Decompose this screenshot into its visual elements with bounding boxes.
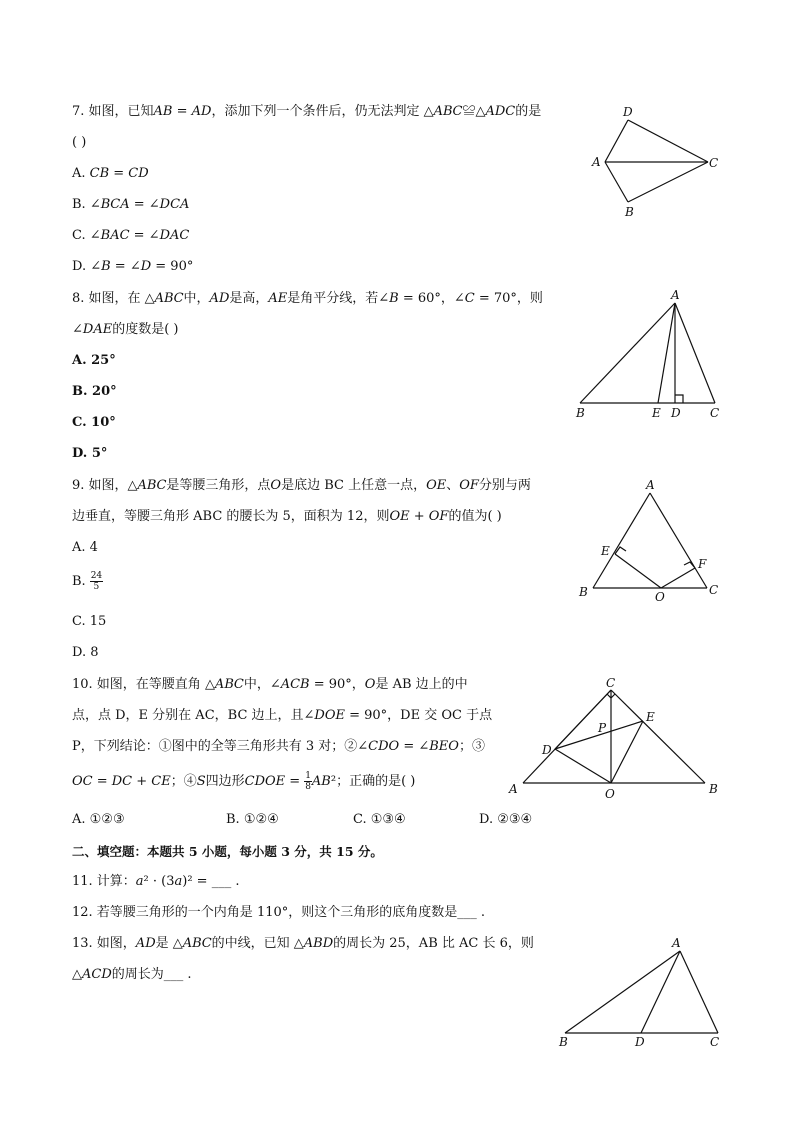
q9-option-a: A. 4 xyxy=(72,540,98,555)
q10-figure xyxy=(505,675,735,803)
q10-label-a: A xyxy=(509,782,518,796)
q8-option-c: C. 10° xyxy=(72,415,116,430)
q8-option-b: B. 20° xyxy=(72,384,117,399)
q10-option-b: B. ①②④ xyxy=(226,812,279,827)
q10-option-d: D. ②③④ xyxy=(479,812,533,827)
q10-label-o: O xyxy=(605,787,615,801)
q8-label-c: C xyxy=(710,406,720,420)
q7-option-b: B. ∠𝐵𝐶𝐴 = ∠𝐷𝐶𝐴 xyxy=(72,197,190,212)
q9-option-b-fraction xyxy=(90,571,103,592)
q8-option-a: A. 25° xyxy=(72,353,116,368)
q8-label-a: A xyxy=(671,288,680,302)
q8-stem-line2: ∠𝐷𝐴𝐸的度数是( ) xyxy=(72,322,179,337)
q9-stem-line2: 边垂直，等腰三角形 ABC 的腰长为 5，面积为 12，则𝑂𝐸 + 𝑂𝐹的值为( ) xyxy=(72,509,502,524)
q10-options-row xyxy=(72,811,552,829)
q9-stem-line1: 9. 如图，△𝐴𝐵𝐶是等腰三角形，点𝑂是底边 BC 上任意一点，𝑂𝐸、𝑂𝐹分别与两 xyxy=(72,478,531,493)
q10-stem-line4 xyxy=(72,771,415,792)
q10-label-b: B xyxy=(709,782,718,796)
q7-option-d: D. ∠𝐵 = ∠𝐷 = 90° xyxy=(72,259,194,274)
q10-label-e: E xyxy=(646,710,655,724)
q10-fraction-denominator: 8 xyxy=(305,782,311,792)
q7-label-c: C xyxy=(709,156,719,170)
q10-option-a: A. ①②③ xyxy=(72,812,125,827)
q9-option-b xyxy=(72,571,103,592)
q13-label-b: B xyxy=(559,1035,568,1049)
q7-label-a: A xyxy=(592,155,601,169)
q13-label-a: A xyxy=(672,936,681,950)
section2-heading: 二、填空题：本题共 5 小题，每小题 3 分，共 15 分。 xyxy=(72,844,383,859)
q10-stem-line3: P，下列结论：①图中的全等三角形共有 3 对；②∠𝐶𝐷𝑂 = ∠𝐵𝐸𝑂；③ xyxy=(72,739,485,754)
q9-label-b: B xyxy=(579,585,588,599)
q13-label-c: C xyxy=(710,1035,720,1049)
q13-stem-line1: 13. 如图，𝐴𝐷是 △𝐴𝐵𝐶的中线，已知 △𝐴𝐵𝐷的周长为 25，AB 比 AC 长 6，则 xyxy=(72,936,534,951)
q7-stem-line2: ( ) xyxy=(72,135,87,150)
q8-label-b: B xyxy=(576,406,585,420)
q10-stem-line2: 点，点 D，E 分别在 AC，BC 边上，且∠𝐷𝑂𝐸 = 90°，DE 交 OC 于点 xyxy=(72,708,493,723)
q10-option-c: C. ①③④ xyxy=(353,812,406,827)
q10-label-c: C xyxy=(606,676,616,690)
q8-figure xyxy=(570,285,730,420)
q7-option-a: A. 𝐶𝐵 = 𝐶𝐷 xyxy=(72,166,149,181)
q12-stem: 12. 若等腰三角形的一个内角是 110°，则这个三角形的底角度数是___ . xyxy=(72,905,486,920)
q9-label-c: C xyxy=(709,583,719,597)
q11-stem: 11. 计算：𝑎² · (3𝑎)² = ___ . xyxy=(72,874,240,889)
q9-option-d: D. 8 xyxy=(72,645,99,660)
q10-fraction-numerator: 1 xyxy=(305,771,311,781)
q10-line4-prefix: 𝑂𝐶 = 𝐷𝐶 + 𝐶𝐸；④𝑆四边形𝐶𝐷𝑂𝐸 = xyxy=(72,774,301,789)
q10-stem-line1: 10. 如图，在等腰直角 △𝐴𝐵𝐶中，∠𝐴𝐶𝐵 = 90°，𝑂是 AB 边上的中 xyxy=(72,677,468,692)
q9-option-c: C. 15 xyxy=(72,614,107,629)
q13-label-d: D xyxy=(635,1035,645,1049)
q9-fraction-denominator: 5 xyxy=(93,582,100,592)
q9-option-b-prefix: B. xyxy=(72,574,86,589)
q10-label-d: D xyxy=(542,743,552,757)
q8-stem-line1: 8. 如图，在 △𝐴𝐵𝐶中，𝐴𝐷是高，𝐴𝐸是角平分线，若∠𝐵 = 60°，∠𝐶 = 70°，则 xyxy=(72,291,543,306)
q9-label-a: A xyxy=(646,478,655,492)
q9-fraction-numerator: 24 xyxy=(90,571,103,581)
q7-label-d: D xyxy=(623,105,633,119)
q7-stem-line1: 7. 如图，已知𝐴𝐵 = 𝐴𝐷，添加下列一个条件后，仍无法判定 △𝐴𝐵𝐶≌△𝐴𝐷𝐶的是 xyxy=(72,104,542,119)
q7-label-b: B xyxy=(625,205,634,219)
q8-label-e: E xyxy=(652,406,661,420)
q7-option-c: C. ∠𝐵𝐴𝐶 = ∠𝐷𝐴𝐶 xyxy=(72,228,190,243)
q9-figure xyxy=(575,478,725,608)
q9-label-o: O xyxy=(655,590,665,604)
q9-label-e: E xyxy=(601,544,610,558)
q8-option-d: D. 5° xyxy=(72,446,108,461)
q10-line4-suffix: 𝐴𝐵²；正确的是( ) xyxy=(311,774,416,789)
q10-label-p: P xyxy=(598,721,607,735)
q13-stem-line2: △𝐴𝐶𝐷的周长为___ . xyxy=(72,967,192,982)
q13-figure xyxy=(555,935,730,1055)
q7-figure xyxy=(585,100,725,225)
q8-label-d: D xyxy=(671,406,681,420)
q9-label-f: F xyxy=(698,557,707,571)
q10-fraction xyxy=(304,771,312,792)
